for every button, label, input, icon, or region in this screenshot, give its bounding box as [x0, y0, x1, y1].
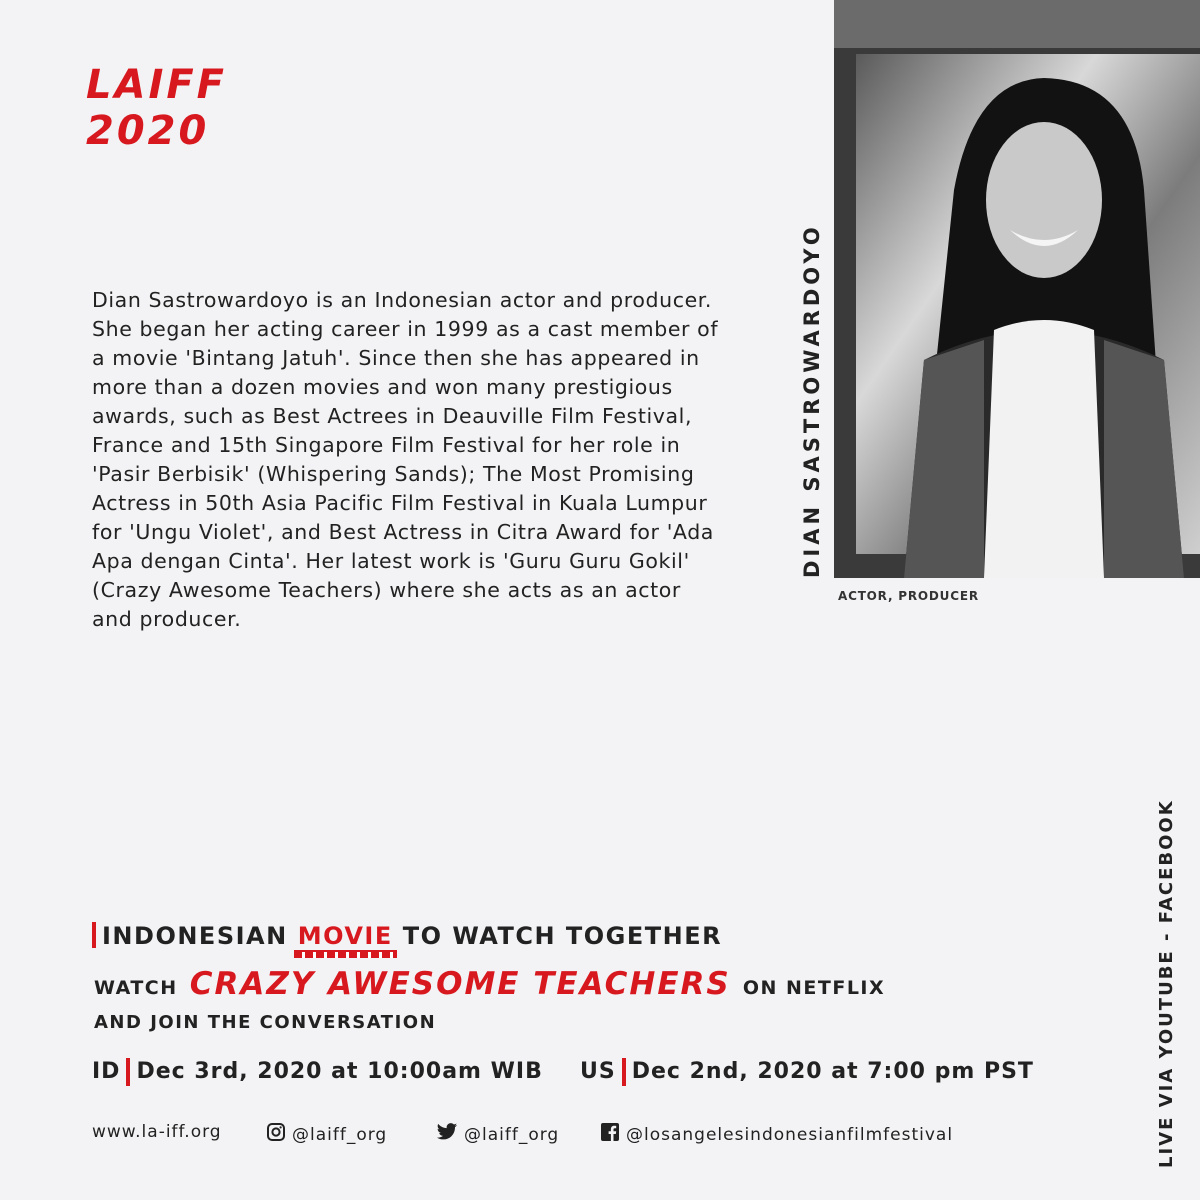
promo-headline: [92, 922, 722, 950]
promo-line1-a: INDONESIAN: [102, 922, 288, 950]
schedule-us-label: US: [580, 1059, 616, 1084]
accent-bar: [126, 1058, 130, 1086]
person-name-vertical: DIAN SASTROWARDOYO: [800, 223, 824, 578]
promo-line1-b: TO WATCH TOGETHER: [402, 922, 723, 950]
person-role: ACTOR, PRODUCER: [838, 589, 979, 603]
instagram-icon: [266, 1122, 286, 1147]
website-text[interactable]: www.la-iff.org: [92, 1122, 222, 1142]
festival-logo: [86, 62, 227, 154]
promo-line2-b: ON NETFLIX: [742, 977, 886, 999]
live-platforms-label: LIVE VIA YOUTUBE - FACEBOOK: [1156, 799, 1177, 1168]
schedule-us-time: Dec 2nd, 2020 at 7:00 pm PST: [631, 1059, 1034, 1084]
movie-title: CRAZY AWESOME TEACHERS: [189, 966, 731, 1002]
promo-line2-a: WATCH: [94, 977, 178, 999]
schedule-id-label: ID: [92, 1059, 121, 1084]
accent-bar: [622, 1058, 626, 1086]
facebook-link[interactable]: [600, 1122, 953, 1147]
website-link[interactable]: [92, 1122, 222, 1142]
schedule-id-time: Dec 3rd, 2020 at 10:00am WIB: [136, 1059, 543, 1084]
twitter-icon: [436, 1122, 458, 1147]
promo-conversation: AND JOIN THE CONVERSATION: [94, 1012, 437, 1033]
biography-text: Dian Sastrowardoyo is an Indonesian actor and producer. She began her acting career in 1999 as a cast member of a movie 'Bintang Jatuh'. Since then she has appeared in more than a dozen movies and won many prestigious awards, such as Best Actrees in Deauville Film Festival, France and 15th Singapore Film Festival for her role in 'Pasir Berbisik' (Whispering Sands); The Most Promising Actress in 50th Asia Pacific Film Festival in Kuala Lumpur for 'Ungu Violet', and Best Actress in Citra Award for 'Ada Apa dengan Cinta'. Her latest work is 'Guru Guru Gokil' (Crazy Awesome Teachers) where she acts as an actor and producer.: [92, 288, 719, 631]
instagram-link[interactable]: [266, 1122, 387, 1147]
facebook-handle[interactable]: @losangelesindonesianfilmfestival: [626, 1124, 954, 1145]
portrait-photo: [834, 0, 1200, 578]
promo-watch-line: [94, 966, 885, 1002]
twitter-handle[interactable]: @laiff_org: [464, 1124, 560, 1145]
schedule-id: [92, 1058, 543, 1086]
accent-bar: [92, 922, 96, 948]
logo-line-2: 2020: [86, 108, 210, 154]
facebook-icon: [600, 1122, 620, 1147]
promo-movie-word: MOVIE: [294, 922, 397, 950]
logo-line-1: LAIFF: [86, 62, 227, 108]
instagram-handle[interactable]: @laiff_org: [292, 1124, 388, 1145]
schedule-us: [580, 1058, 1034, 1086]
twitter-link[interactable]: [436, 1122, 559, 1147]
